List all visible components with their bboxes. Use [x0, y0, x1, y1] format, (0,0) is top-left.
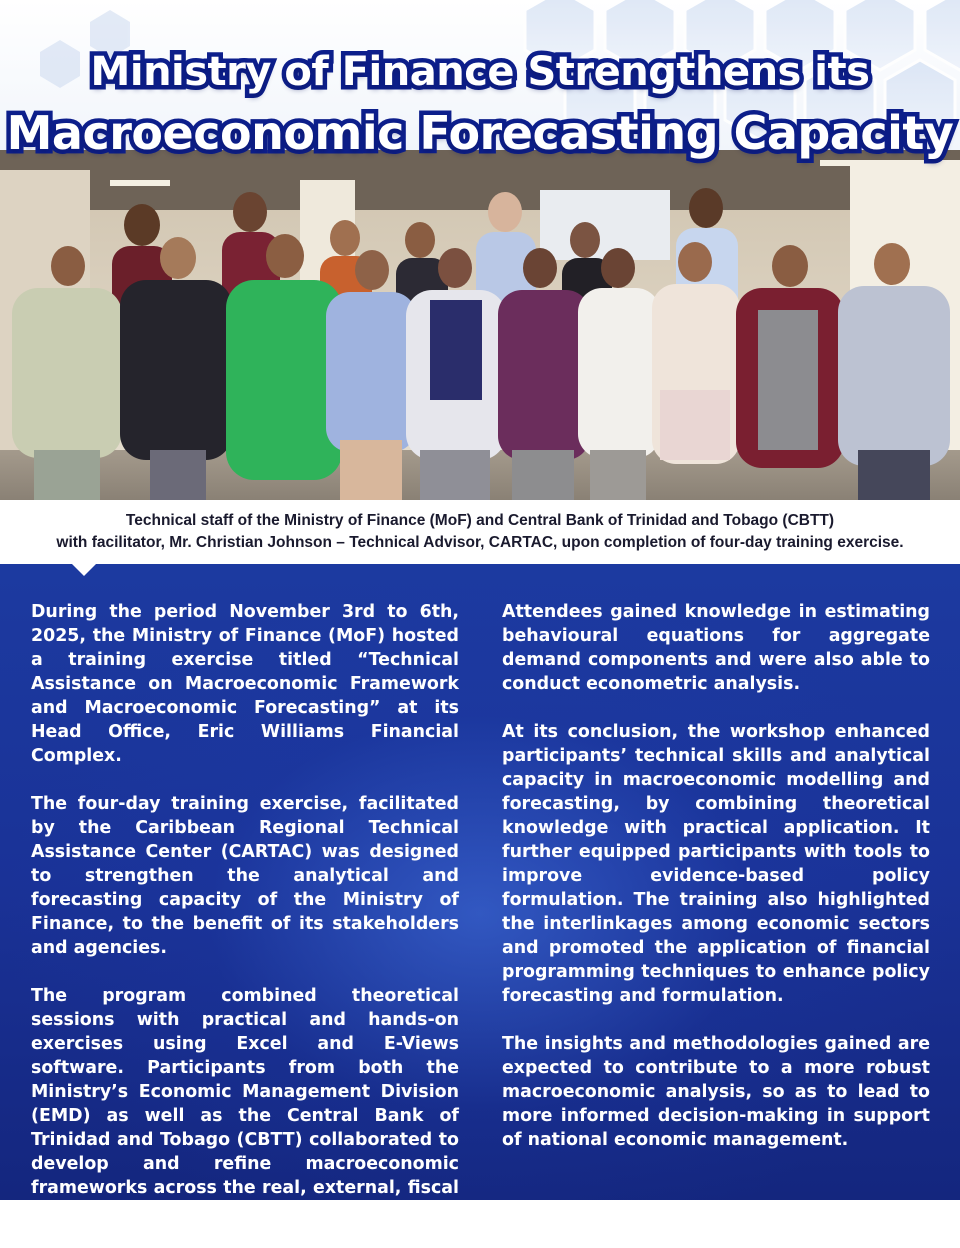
paragraph: Attendees gained knowledge in estimating behavioural equations for aggregate demand components and were also able to conduct econometric analysis. — [502, 602, 930, 694]
paragraph: At its conclusion, the workshop enhanced participants’ technical skills and analytical capacity in macroeconomic modelling and forecasting, by combining theoretical knowledge with practical application. It further equipped participants with tools to improve evidence-based policy formulation. The training also highlighted the interlinkages among economic sectors and promoted the application of financial programming techniques to enhance policy forecasting and formulation. — [502, 722, 930, 1006]
caption-line-2: with facilitator, Mr. Christian Johnson – Technical Advisor, CARTAC, upon completion of four-day training exercise. — [56, 534, 904, 551]
caption-pointer-icon — [70, 562, 98, 576]
paragraph: The program combined theoretical sessions with practical and hands-on exercises using Excel and E-Views software. Participants from both the Ministry’s Economic Management Division (EMD) as well as the Central Bank of Trinidad and Tobago (CBTT) collaborated to develop and refine macroeconomic frameworks across the real, external, fiscal and monetary sectors. — [31, 986, 459, 1222]
article-body — [0, 564, 960, 1222]
paragraph: The insights and methodologies gained are expected to contribute to a more robust macroeconomic analysis, so as to lead to more informed decision-making in support of national economic management. — [502, 1034, 930, 1150]
caption-line-1: Technical staff of the Ministry of Finance (MoF) and Central Bank of Trinidad and Tobago (CBTT) — [125, 512, 835, 529]
paragraph: During the period November 3rd to 6th, 2025, the Ministry of Finance (MoF) hosted a training exercise titled “Technical Assistance on Macroeconomic Framework and Macroeconomic Forecasting” at its Head Office, Eric Williams Financial Complex. — [31, 602, 459, 766]
photo-caption — [0, 500, 960, 564]
group-photo-icon — [0, 150, 960, 500]
paragraph: The four-day training exercise, facilitated by the Caribbean Regional Technical Assistance Center (CARTAC) was designed to strengthen the analytical and forecasting capacity of the Ministry of Finance, to the benefit of its stakeholders and agencies. — [31, 794, 459, 958]
headline-line-2: Macroeconomic Forecasting Capacity — [6, 106, 954, 160]
article-column-right — [502, 600, 930, 1176]
group-photo — [0, 150, 960, 500]
article-column-left — [31, 600, 459, 1248]
headline-line-1: Ministry of Finance Strengthens its — [90, 49, 870, 95]
